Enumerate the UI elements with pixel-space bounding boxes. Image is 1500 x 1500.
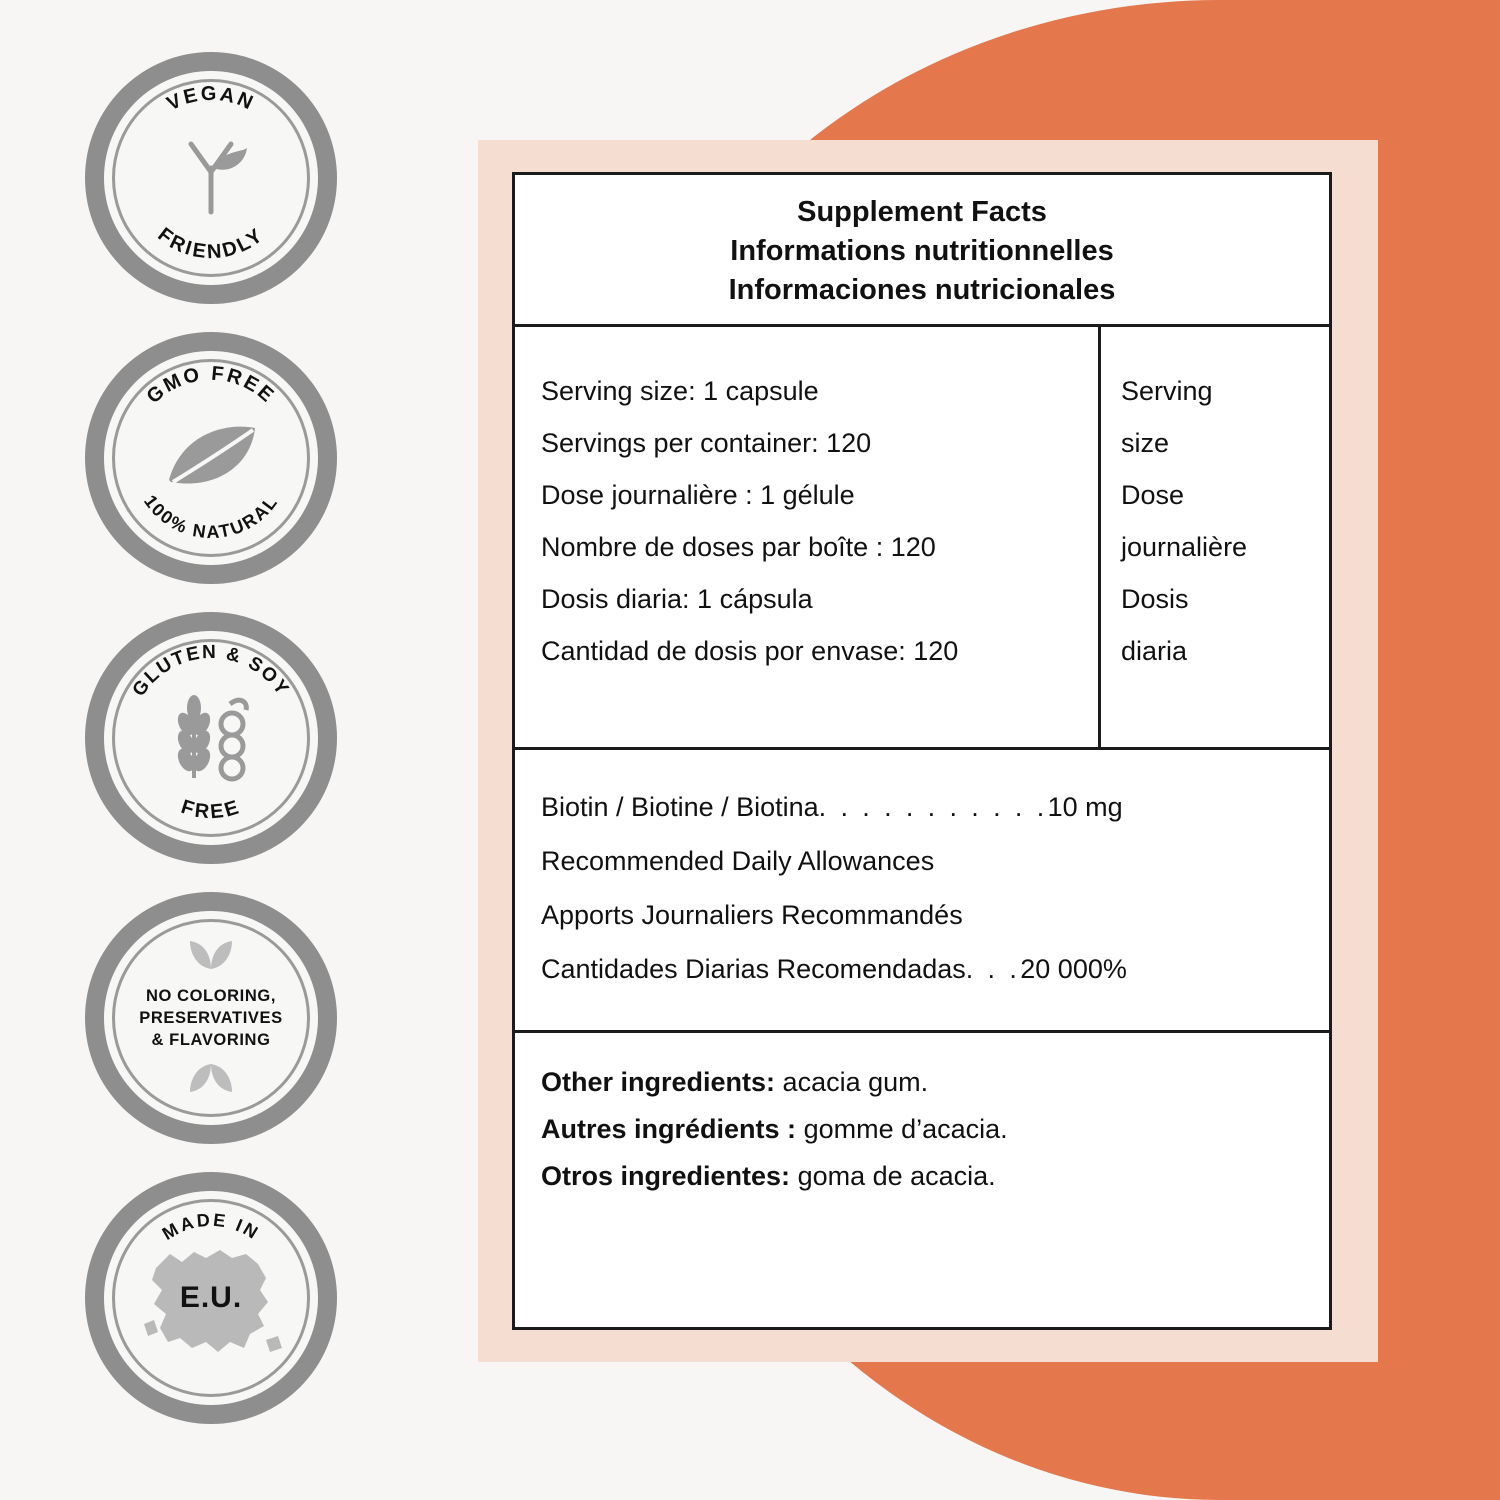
servings-per-container-fr: Nombre de doses par boîte : 120	[541, 531, 936, 562]
leaves-icon-bottom	[104, 1062, 318, 1101]
other-ingredients-row	[541, 1153, 1303, 1200]
nutrient-row	[541, 780, 1303, 834]
supplement-facts-panel	[512, 172, 1332, 1330]
serving-information-row	[515, 327, 1329, 750]
serving-label-line-2: size	[1121, 427, 1170, 458]
other-ingredients-value-es: goma de acacia.	[797, 1160, 996, 1191]
wheat-soy-icon	[156, 690, 266, 787]
certification-badges	[85, 52, 355, 1452]
facts-title-fr: Informations nutritionnelles	[730, 234, 1114, 267]
serving-labels-column	[1101, 327, 1329, 747]
badge-bottom-text: FREE	[178, 795, 244, 824]
serving-label-line-3: Dose	[1121, 479, 1185, 510]
nutrient-amount: 10 mg	[1047, 791, 1123, 822]
badge-top-text: GMO FREE	[142, 362, 280, 409]
svg-text:FREE	[178, 796, 243, 824]
other-ingredients-label-en: Other ingredients:	[541, 1066, 776, 1097]
badge-top-text: MADE IN	[158, 1209, 264, 1244]
badge-no-additives	[85, 892, 337, 1144]
nutrient-row	[541, 942, 1303, 996]
badge-top-text: VEGAN	[163, 82, 259, 116]
nutrient-dots: . . .	[965, 953, 1021, 984]
badge-center-text: E.U.	[179, 1281, 243, 1314]
badge-made-in-eu	[85, 1172, 337, 1424]
nutrient-list	[515, 750, 1329, 1033]
svg-text:GMO FREE	[143, 363, 280, 408]
facts-title-en: Supplement Facts	[797, 196, 1047, 228]
other-ingredients-block	[515, 1033, 1329, 1220]
badge-gluten-soy-free	[85, 612, 337, 864]
vegan-leaf-icon	[163, 128, 259, 229]
serving-size-en: Serving size: 1 capsule	[541, 375, 819, 406]
badge-vegan-friendly	[85, 52, 337, 304]
svg-text:100% NATURAL	[140, 491, 282, 542]
serving-label-line-4: journalière	[1121, 531, 1248, 562]
badge-center-text	[139, 985, 283, 1051]
serving-label-line-1: Serving	[1121, 375, 1213, 406]
nutrient-amount: 20 000%	[1020, 953, 1127, 984]
serving-details-column	[515, 327, 1101, 747]
other-ingredients-value-fr: gomme d’acacia.	[803, 1113, 1008, 1144]
serving-size-es: Dosis diaria: 1 cápsula	[541, 584, 813, 615]
nutrient-row	[541, 888, 1303, 942]
leaves-icon	[104, 937, 318, 976]
facts-title-es: Informaciones nutricionales	[728, 273, 1116, 306]
servings-per-container-en: Servings per container: 120	[541, 427, 872, 458]
svg-text:VEGAN	[164, 83, 259, 115]
other-ingredients-row	[541, 1059, 1303, 1106]
badge-gmo-free	[85, 332, 337, 584]
leaf-icon	[161, 418, 261, 499]
badge-line-1: NO COLORING,	[145, 986, 277, 1005]
nutrient-name: Apports Journaliers Recommandés	[541, 899, 963, 930]
facts-title-block	[515, 175, 1329, 327]
badge-top-text: GLUTEN & SOY	[128, 641, 294, 701]
badge-bottom-text: FRIENDLY	[153, 223, 269, 264]
badge-bottom-text: 100% NATURAL	[140, 491, 283, 543]
nutrient-name: Recommended Daily Allowances	[541, 845, 935, 876]
serving-label-line-6: diaria	[1121, 636, 1188, 667]
other-ingredients-label-es: Otros ingredientes:	[541, 1160, 791, 1191]
badge-line-3: & FLAVORING	[151, 1031, 271, 1050]
serving-label-line-5: Dosis	[1121, 584, 1189, 615]
servings-per-container-es: Cantidad de dosis por envase: 120	[541, 636, 959, 667]
nutrient-name: Cantidades Diarias Recomendadas	[541, 953, 966, 984]
svg-text:FRIENDLY	[154, 224, 269, 264]
nutrient-row	[541, 834, 1303, 888]
serving-size-fr: Dose journalière : 1 gélule	[541, 479, 855, 510]
badge-line-2: PRESERVATIVES	[139, 1008, 283, 1027]
nutrient-name: Biotin / Biotine / Biotina	[541, 791, 819, 822]
other-ingredients-row	[541, 1106, 1303, 1153]
other-ingredients-value-en: acacia gum.	[782, 1066, 929, 1097]
nutrient-dots: . . . . . . . . . . .	[818, 791, 1048, 822]
other-ingredients-label-fr: Autres ingrédients :	[541, 1113, 797, 1144]
